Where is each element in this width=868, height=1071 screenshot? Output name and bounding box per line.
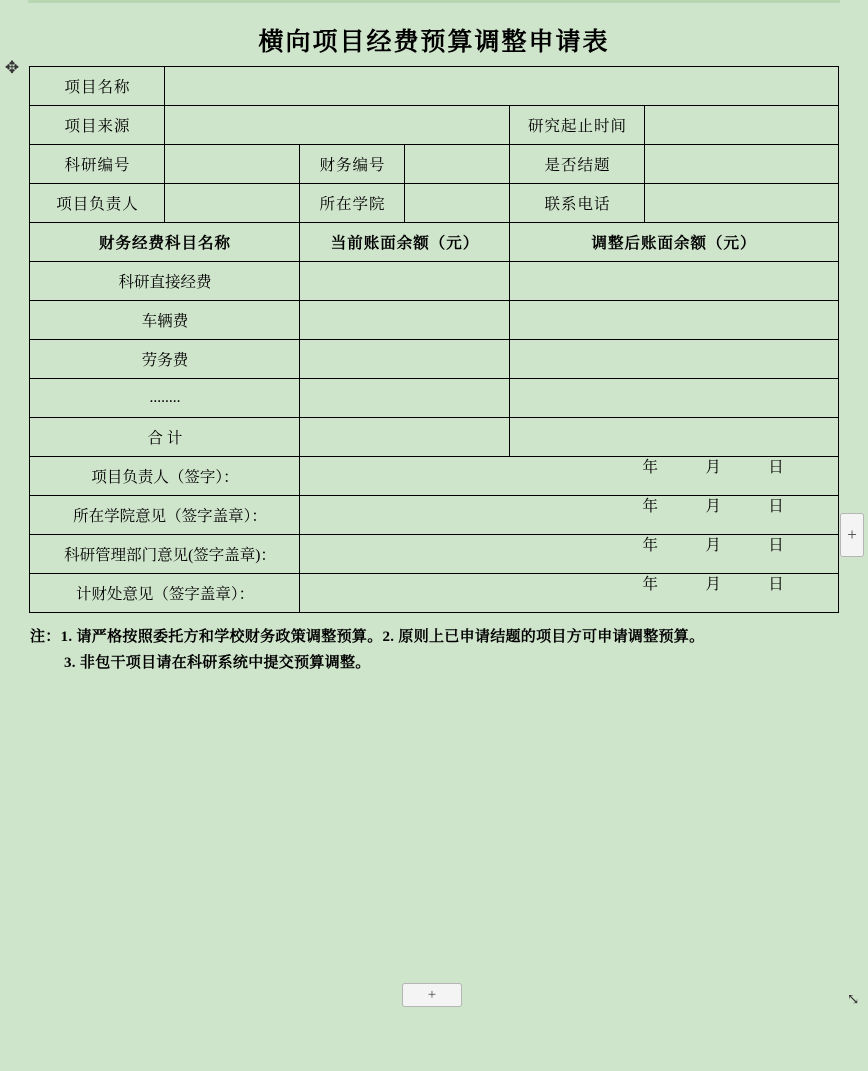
field-value-college[interactable] [405, 184, 510, 223]
table-row [30, 379, 838, 418]
table-row [30, 106, 838, 145]
budget-row-current[interactable] [300, 301, 510, 340]
date-day: 日 [768, 498, 785, 515]
page-title: 横向项目经费预算调整申请表 [258, 29, 610, 56]
add-column-button[interactable]: + [840, 513, 864, 557]
field-label-phone: 联系电话 [510, 184, 645, 223]
budget-header-current: 当前账面余额（元） [300, 223, 510, 262]
date-day: 日 [768, 537, 785, 554]
budget-row-adjusted[interactable] [510, 340, 838, 379]
field-value-research-no[interactable] [165, 145, 300, 184]
date-line [622, 572, 806, 594]
signature-area-college[interactable] [300, 496, 838, 535]
date-month: 月 [705, 459, 722, 476]
signature-label-leader: 项目负责人（签字）： [30, 457, 300, 496]
date-month: 月 [705, 498, 722, 515]
budget-row-adjusted[interactable] [510, 301, 838, 340]
budget-header-row [30, 223, 838, 262]
date-year: 年 [642, 498, 659, 515]
budget-row-name: 劳务费 [30, 340, 300, 379]
top-divider [28, 0, 840, 3]
field-value-finance-no[interactable] [405, 145, 510, 184]
table-row [30, 145, 838, 184]
date-day: 日 [768, 576, 785, 593]
field-label-is-concluded: 是否结题 [510, 145, 645, 184]
budget-header-subject: 财务经费科目名称 [30, 223, 300, 262]
signature-label-finance-dept: 计财处意见（签字盖章）： [30, 574, 300, 613]
date-year: 年 [642, 459, 659, 476]
field-label-project-leader: 项目负责人 [30, 184, 165, 223]
resize-handle-icon[interactable]: ⤡ [846, 992, 860, 1008]
date-line [622, 533, 806, 555]
date-day: 日 [768, 459, 785, 476]
table-row [30, 418, 838, 457]
signature-row [30, 496, 838, 535]
signature-row [30, 535, 838, 574]
budget-row-adjusted[interactable] [510, 379, 838, 418]
date-year: 年 [642, 576, 659, 593]
signature-label-college: 所在学院意见（签字盖章）： [30, 496, 300, 535]
field-value-project-name[interactable] [165, 67, 838, 106]
table-row [30, 262, 838, 301]
budget-row-current[interactable] [300, 340, 510, 379]
date-line [622, 455, 806, 477]
move-handle-icon[interactable]: ✥ [4, 58, 20, 77]
footer-notes [30, 625, 838, 676]
field-label-research-no: 科研编号 [30, 145, 165, 184]
budget-header-adjusted: 调整后账面余额（元） [510, 223, 838, 262]
date-month: 月 [705, 576, 722, 593]
signature-area-finance-dept[interactable] [300, 574, 838, 613]
note-line-2: 3. 非包干项目请在科研系统中提交预算调整。 [64, 654, 371, 671]
budget-row-name: ........ [30, 379, 300, 418]
field-label-college: 所在学院 [300, 184, 405, 223]
budget-row-total-current[interactable] [300, 418, 510, 457]
budget-row-current[interactable] [300, 262, 510, 301]
field-label-project-source: 项目来源 [30, 106, 165, 145]
table-row [30, 301, 838, 340]
field-value-is-concluded[interactable] [645, 145, 838, 184]
budget-adjustment-form [29, 66, 838, 613]
table-row [30, 184, 838, 223]
field-value-phone[interactable] [645, 184, 838, 223]
field-label-research-period: 研究起止时间 [510, 106, 645, 145]
add-row-button[interactable]: + [402, 983, 462, 1007]
signature-row [30, 457, 838, 496]
date-line [622, 494, 806, 516]
field-value-project-source[interactable] [165, 106, 510, 145]
field-value-project-leader[interactable] [165, 184, 300, 223]
signature-label-research-dept: 科研管理部门意见(签字盖章)： [30, 535, 300, 574]
budget-row-total-name: 合 计 [30, 418, 300, 457]
budget-row-name: 车辆费 [30, 301, 300, 340]
field-value-research-period[interactable] [645, 106, 838, 145]
table-row [30, 340, 838, 379]
note-line-1: 注：1. 请严格按照委托方和学校财务政策调整预算。2. 原则上已申请结题的项目方可申请调整预算。 [30, 629, 705, 645]
field-label-finance-no: 财务编号 [300, 145, 405, 184]
budget-row-name: 科研直接经费 [30, 262, 300, 301]
budget-row-total-adjusted[interactable] [510, 418, 838, 457]
table-row [30, 67, 838, 106]
date-year: 年 [642, 537, 659, 554]
signature-area-leader[interactable] [300, 457, 838, 496]
budget-row-adjusted[interactable] [510, 262, 838, 301]
budget-row-current[interactable] [300, 379, 510, 418]
signature-row [30, 574, 838, 613]
date-month: 月 [705, 537, 722, 554]
signature-area-research-dept[interactable] [300, 535, 838, 574]
field-label-project-name: 项目名称 [30, 67, 165, 106]
